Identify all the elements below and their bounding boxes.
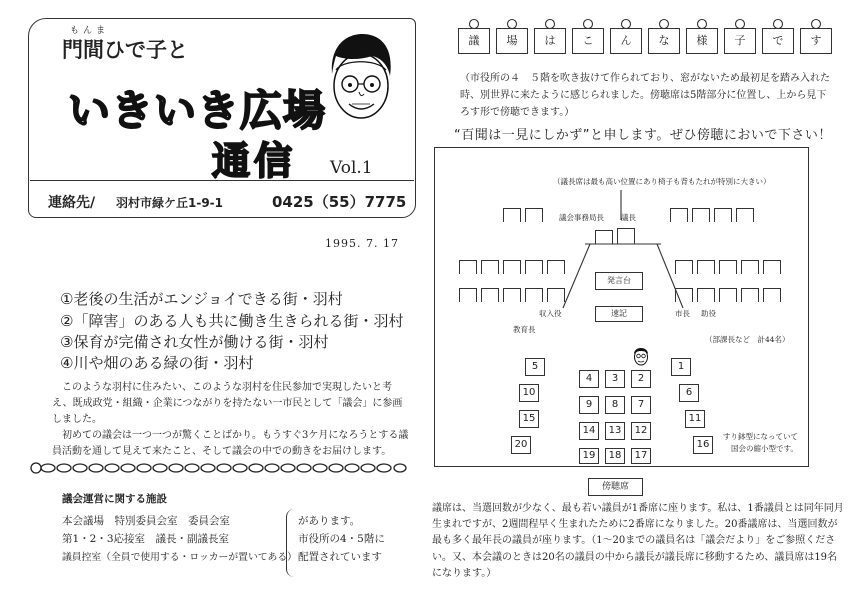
staff-seat	[459, 260, 477, 274]
treasurer-label: 収入役	[539, 309, 562, 318]
staff-seat	[741, 288, 759, 302]
staff-seat	[547, 288, 565, 302]
facility-line-1: 本会議場 特別委員会室 委員会室	[62, 515, 230, 527]
member-seat-6: 6	[679, 384, 699, 402]
facilities-note-line-2: 市役所の4・5階に	[298, 533, 385, 545]
public-gallery-label: 傍聴席	[588, 478, 643, 496]
staff-seat	[675, 288, 693, 302]
author-seat-marker-icon	[631, 344, 651, 368]
staff-seat	[697, 260, 715, 274]
header-divider-line	[30, 180, 414, 181]
chamber-description: （市役所の４ ５階を吹き抜けて作られており、窓がないため最初足を踏み入れた時、別世界に来たように感じられました。傍聴席は5階部分に位置し、上から見下ろす形で傍聴できます。）	[460, 73, 830, 118]
member-seat-2: 2	[631, 370, 651, 388]
intro-text	[52, 380, 412, 460]
education-chief-label: 教育長	[513, 325, 536, 334]
slogan-2: ②「障害」のある人も共に働き生きられる街・羽村	[60, 312, 404, 330]
member-seat-14: 14	[579, 422, 599, 440]
slogan-4: ④川や畑のある緑の街・羽村	[60, 354, 254, 372]
facility-line-2: 第1・2・3応接室 議長・副議長室	[62, 533, 230, 545]
staff-seat	[503, 260, 521, 274]
facility-line-3: 議員控室（全員で使用する・ロッカーが置いてある）	[62, 552, 297, 563]
staff-seat	[697, 288, 715, 302]
slogan-1: ①老後の生活がエンジョイできる街・羽村	[60, 290, 343, 308]
member-seat-19: 19	[579, 448, 599, 464]
front-seat	[714, 208, 732, 222]
staff-seat	[763, 288, 781, 302]
chair-label: 議長	[621, 213, 636, 222]
issue-date: 1995. 7. 17	[325, 237, 399, 250]
member-seat-4: 4	[579, 370, 599, 388]
staff-seat	[675, 260, 693, 274]
bowl-shape-note-1: すり鉢型になっていて	[723, 432, 798, 441]
member-seat-8: 8	[605, 396, 625, 414]
heading-char: 場	[496, 28, 528, 54]
contact-label: 連絡先/	[48, 195, 96, 211]
staff-seat	[719, 288, 737, 302]
front-seat	[525, 208, 543, 222]
heading-char: ん	[610, 28, 642, 54]
front-seat	[670, 208, 688, 222]
member-seat-10: 10	[519, 384, 539, 402]
heading-char: す	[800, 28, 832, 54]
mayor-label: 市長	[675, 309, 690, 318]
staff-seat	[741, 260, 759, 274]
heading-char: 子	[724, 28, 756, 54]
member-seat-18: 18	[605, 448, 625, 464]
secretariat-seat	[595, 230, 613, 244]
member-seat-13: 13	[605, 422, 625, 440]
facilities-list	[58, 509, 297, 579]
speaker-podium: 発言台	[595, 272, 643, 290]
member-seat-7: 7	[631, 396, 651, 414]
member-seat-17: 17	[631, 448, 651, 464]
member-seat-11: 11	[685, 410, 705, 428]
staff-seat	[547, 260, 565, 274]
chain-divider-ornament	[28, 458, 411, 478]
intro-paragraph-2: 初めての議会は一つ一つが驚くことばかり。もうすぐ3ケ月になろうとする議員活動を通して見えて来たこと、そして議会の中での動きをお届けします。	[52, 430, 409, 457]
facilities-note-line-3: 配置されています	[298, 551, 382, 563]
author-ruby: もんま	[70, 26, 110, 36]
chamber-seating-diagram	[434, 147, 809, 467]
staff-seat	[763, 260, 781, 274]
newsletter-title: いきいき広場	[68, 86, 327, 135]
front-seat	[503, 208, 521, 222]
contact-address: 羽村市緑ケ丘1-9-1	[116, 196, 224, 210]
chair-note: （議長席は最も高い位置にあり椅子も背もたれが特別に大きい）	[553, 177, 771, 186]
seating-explanation: 議席は、当選回数が少なく、最も若い議員が1番席に座ります。私は、1番議員とは同年同月生まれですが、2週間程早く生まれたために2番席になりました。20番議席は、当選回数が最も多く最年長の議員が座ります。（1〜20までの議員名は「議会だより」をご参照ください。又、本会議のときは20名の議員の中から議長が議長席に移動するため、議員席は19名になります。）	[432, 503, 844, 579]
volume-number: Vol.1	[330, 158, 373, 178]
stenographer-desk: 速記	[595, 306, 643, 322]
staff-count-note: （部課長など 計44名）	[705, 335, 790, 344]
secretariat-label: 議会事務局長	[559, 213, 604, 222]
staff-seat	[481, 260, 499, 274]
heading-char: 議	[458, 28, 490, 54]
staff-seat	[525, 260, 543, 274]
slogan-3: ③保育が完備され女性が働ける街・羽村	[60, 333, 329, 351]
member-seat-20: 20	[511, 436, 531, 454]
front-seat	[736, 208, 754, 222]
member-seat-15: 15	[519, 410, 539, 428]
member-seat-9: 9	[579, 396, 599, 414]
bowl-shape-note-2: 国会の縮小型です。	[731, 444, 798, 453]
author-portrait-illustration	[322, 30, 400, 132]
badge-rings	[458, 18, 838, 30]
staff-seat	[459, 288, 477, 302]
staff-seat	[719, 260, 737, 274]
chair-seat	[617, 228, 635, 244]
contact-phone: 0425（55）7775	[272, 193, 407, 211]
member-seat-1: 1	[671, 358, 691, 376]
heading-char: 様	[686, 28, 718, 54]
heading-char: で	[762, 28, 794, 54]
facilities-note-line-1: があります。	[298, 515, 361, 527]
member-seat-5: 5	[525, 358, 545, 376]
facilities-title: 議会運営に関する施設	[62, 493, 167, 505]
staff-seat	[503, 288, 521, 302]
front-seat	[692, 208, 710, 222]
newsletter-subtitle: 通信	[212, 139, 297, 183]
author-name: 門間ひで子と	[62, 38, 188, 62]
deputy-mayor-label: 助役	[701, 309, 716, 318]
staff-seat	[525, 288, 543, 302]
member-seat-16: 16	[693, 436, 713, 454]
heading-char: は	[534, 28, 566, 54]
intro-paragraph-1: このような羽村に住みたい、このような羽村を住民参加で実現したいと考え、既成政党・組織・企業につながりを持たない一市民として「議会」に参画しました。	[52, 382, 403, 425]
heading-char: こ	[572, 28, 604, 54]
invitation-banner: “百聞は一見にしかず”と申します。ぜひ傍聴においで下さい！	[454, 128, 832, 143]
heading-char: な	[648, 28, 680, 54]
facilities-bracket	[286, 509, 298, 577]
member-seat-3: 3	[605, 370, 625, 388]
member-seat-12: 12	[631, 422, 651, 440]
staff-seat	[481, 288, 499, 302]
